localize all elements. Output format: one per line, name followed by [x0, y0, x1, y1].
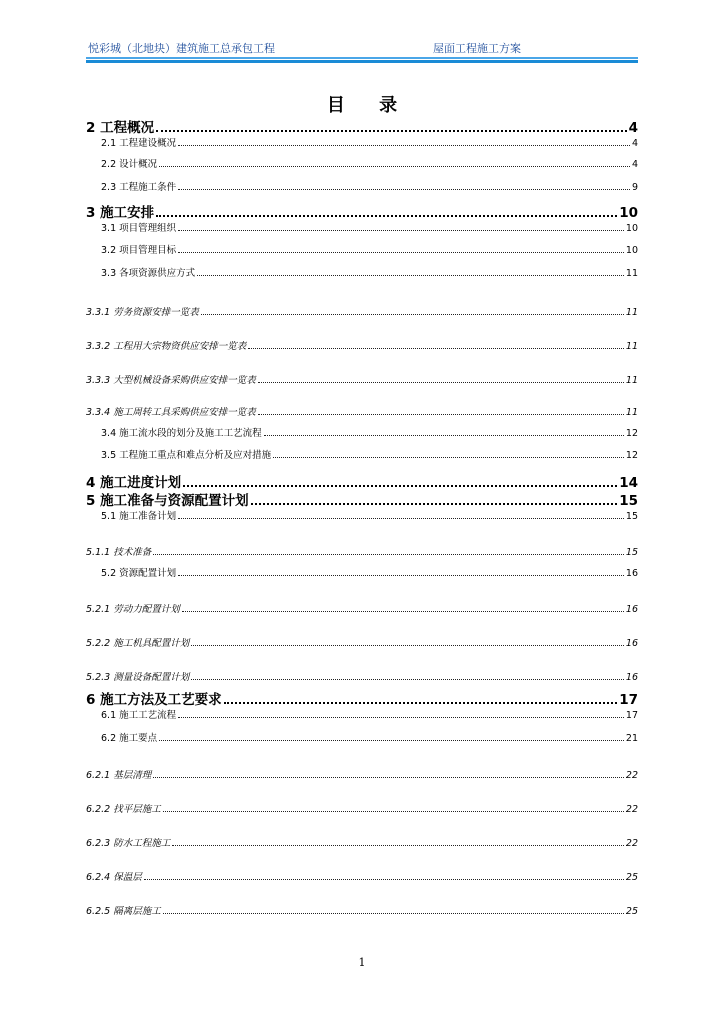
- toc-entry-title: 3.3.1 劳务资源安排一览表: [86, 307, 199, 318]
- toc-entry-page: 21: [625, 733, 638, 744]
- toc-dot-leader: [183, 485, 617, 487]
- toc-dot-leader: [163, 811, 624, 812]
- toc-title: 目 录: [326, 95, 412, 116]
- toc-entry-title: 3 施工安排: [86, 205, 155, 221]
- toc-entry[interactable]: [101, 509, 638, 522]
- toc-dot-leader: [248, 348, 624, 349]
- toc-entry-page: 25: [625, 906, 638, 917]
- toc-entry-page: 9: [631, 182, 638, 193]
- toc-entry-page: 22: [625, 804, 638, 815]
- toc-entry[interactable]: [86, 690, 638, 708]
- toc-entry-page: 4: [628, 120, 638, 136]
- toc-entry-title: 6.2.2 找平层施工: [86, 804, 161, 815]
- toc-entry-title: 5 施工准备与资源配置计划: [86, 493, 249, 509]
- toc-entry-title: 6.2.5 隔离层施工: [86, 906, 161, 917]
- page-number: 1: [358, 956, 366, 969]
- toc-dot-leader: [178, 717, 624, 718]
- toc-entry[interactable]: [101, 731, 638, 744]
- toc-entry[interactable]: [101, 221, 638, 234]
- toc-entry-page: 15: [625, 511, 638, 522]
- toc-entry-page: 10: [625, 223, 638, 234]
- toc-entry-page: 14: [619, 475, 638, 491]
- toc-dot-leader: [258, 382, 624, 383]
- toc-dot-leader: [251, 503, 618, 505]
- toc-entry[interactable]: [86, 373, 638, 386]
- toc-entry-title: 3.3.4 施工周转工具采购供应安排一览表: [86, 407, 256, 418]
- toc-entry[interactable]: [86, 636, 638, 649]
- toc-entry-title: 5.2.3 测量设备配置计划: [86, 672, 190, 683]
- toc-entry[interactable]: [101, 136, 638, 149]
- toc-entry-page: 4: [631, 159, 638, 170]
- page-header: [86, 40, 638, 58]
- toc-dot-leader: [153, 777, 624, 778]
- toc-entry-title: 3.3.3 大型机械设备采购供应安排一览表: [86, 375, 256, 386]
- toc-dot-leader: [191, 645, 624, 646]
- toc-entry-title: 5.2 资源配置计划: [101, 568, 177, 579]
- toc-dot-leader: [191, 679, 624, 680]
- toc-entry[interactable]: [86, 670, 638, 683]
- toc-entry[interactable]: [101, 266, 638, 279]
- toc-entry-title: 5.2.2 施工机具配置计划: [86, 638, 190, 649]
- toc-entry-page: 4: [631, 138, 638, 149]
- toc-dot-leader: [144, 879, 624, 880]
- toc-entry-page: 12: [625, 450, 638, 461]
- toc-entry-title: 5.2.1 劳动力配置计划: [86, 604, 180, 615]
- toc-entry-title: 4 施工进度计划: [86, 475, 182, 491]
- toc-dot-leader: [258, 414, 624, 415]
- toc-entry[interactable]: [86, 904, 638, 917]
- toc-entry-page: 11: [625, 407, 638, 418]
- toc-entry-title: 6.1 施工工艺流程: [101, 710, 177, 721]
- toc-dot-leader: [172, 845, 624, 846]
- toc-entry-page: 22: [625, 770, 638, 781]
- toc-dot-leader: [156, 215, 617, 217]
- toc-entry-page: 17: [625, 710, 638, 721]
- toc-entry-title: 3.2 项目管理目标: [101, 245, 177, 256]
- toc-entry-page: 16: [625, 568, 638, 579]
- toc-dot-leader: [156, 130, 627, 132]
- toc-entry[interactable]: [86, 305, 638, 318]
- toc-entry-title: 3.1 项目管理组织: [101, 223, 177, 234]
- toc-entry-page: 11: [625, 341, 638, 352]
- toc-entry-page: 11: [625, 268, 638, 279]
- toc-dot-leader: [178, 575, 624, 576]
- toc-entry[interactable]: [86, 118, 638, 136]
- toc-entry[interactable]: [86, 802, 638, 815]
- header-document-name: 屋面工程施工方案: [433, 42, 521, 55]
- toc-entry-title: 6 施工方法及工艺要求: [86, 692, 222, 708]
- toc-entry-page: 11: [625, 307, 638, 318]
- toc-entry[interactable]: [101, 426, 638, 439]
- toc-entry-title: 3.3.2 工程用大宗物资供应安排一览表: [86, 341, 247, 352]
- toc-dot-leader: [159, 166, 630, 167]
- toc-entry[interactable]: [86, 545, 638, 558]
- toc-entry-title: 6.2 施工要点: [101, 733, 158, 744]
- toc-entry-page: 10: [619, 205, 638, 221]
- toc-entry-page: 15: [619, 493, 638, 509]
- toc-entry[interactable]: [86, 405, 638, 418]
- toc-entry-title: 2.2 设计概况: [101, 159, 158, 170]
- header-project-name: 悦彩城（北地块）建筑施工总承包工程: [88, 42, 275, 55]
- toc-entry-page: 25: [625, 872, 638, 883]
- toc-entry[interactable]: [101, 566, 638, 579]
- toc-entry-page: 15: [625, 547, 638, 558]
- toc-entry-title: 2.1 工程建设概况: [101, 138, 177, 149]
- toc-dot-leader: [153, 554, 624, 555]
- toc-dot-leader: [178, 230, 624, 231]
- toc-dot-leader: [197, 275, 624, 276]
- toc-entry-title: 5.1.1 技术准备: [86, 547, 152, 558]
- toc-entry[interactable]: [86, 491, 638, 509]
- toc-dot-leader: [178, 252, 624, 253]
- toc-entry-title: 3.4 施工流水段的划分及施工工艺流程: [101, 428, 262, 439]
- toc-entry[interactable]: [101, 448, 638, 461]
- toc-dot-leader: [178, 189, 630, 190]
- toc-dot-leader: [182, 611, 624, 612]
- toc-dot-leader: [178, 145, 630, 146]
- toc-dot-leader: [178, 518, 624, 519]
- toc-dot-leader: [273, 457, 624, 458]
- toc-entry-title: 2 工程概况: [86, 120, 155, 136]
- header-rule-thin: [86, 57, 638, 59]
- header-rule-thick: [86, 60, 638, 63]
- toc-entry[interactable]: [86, 203, 638, 221]
- toc-entry-page: 16: [625, 604, 638, 615]
- toc-dot-leader: [163, 913, 624, 914]
- toc-entry-title: 3.5 工程施工重点和难点分析及应对措施: [101, 450, 272, 461]
- toc-entry-title: 5.1 施工准备计划: [101, 511, 177, 522]
- toc-entry-title: 6.2.1 基层清理: [86, 770, 152, 781]
- toc-entry[interactable]: [101, 180, 638, 193]
- toc-entry[interactable]: [86, 836, 638, 849]
- toc-entry[interactable]: [101, 157, 638, 170]
- toc-dot-leader: [224, 702, 618, 704]
- toc-entry[interactable]: [86, 870, 638, 883]
- toc-entry-title: 6.2.3 防水工程施工: [86, 838, 171, 849]
- toc-entry-title: 6.2.4 保温层: [86, 872, 142, 883]
- toc-entry-page: 10: [625, 245, 638, 256]
- toc-entry[interactable]: [86, 602, 638, 615]
- toc-entry[interactable]: [86, 768, 638, 781]
- toc-entry-page: 16: [625, 672, 638, 683]
- toc-dot-leader: [264, 435, 624, 436]
- toc-entry[interactable]: [86, 339, 638, 352]
- toc-entry[interactable]: [101, 243, 638, 256]
- toc-entry-title: 2.3 工程施工条件: [101, 182, 177, 193]
- toc-entry-page: 16: [625, 638, 638, 649]
- toc-entry-page: 12: [625, 428, 638, 439]
- toc-entry-title: 3.3 各项资源供应方式: [101, 268, 196, 279]
- toc-entry-page: 22: [625, 838, 638, 849]
- toc-dot-leader: [201, 314, 624, 315]
- toc-entry-page: 17: [619, 692, 638, 708]
- toc-dot-leader: [159, 740, 624, 741]
- toc-entry-page: 11: [625, 375, 638, 386]
- toc-entry[interactable]: [101, 708, 638, 721]
